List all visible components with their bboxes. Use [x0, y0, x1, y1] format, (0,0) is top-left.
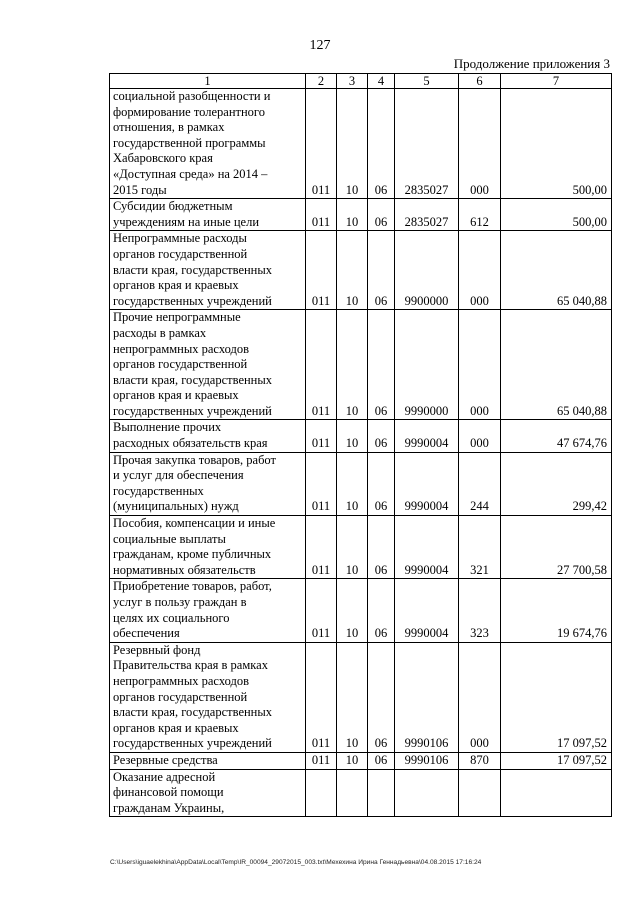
admin-code-cell: 011: [306, 452, 337, 515]
description-line: Правительства края в рамках: [113, 658, 268, 673]
description-line: государственной программы: [113, 135, 266, 150]
amount-cell: 27 700,58: [501, 516, 612, 579]
amount-cell: 65 040,88: [501, 231, 612, 310]
admin-code-cell: 011: [306, 231, 337, 310]
table-row: [110, 769, 612, 817]
section-code-cell: 10: [337, 231, 368, 310]
target-article-code-cell: [395, 769, 459, 817]
description-line: власти края, государственных: [113, 705, 273, 720]
appendix-continuation-label: Продолжение приложения 3: [453, 56, 610, 71]
description-line: Прочая закупка товаров, работ: [113, 452, 276, 467]
description-line: услуг в пользу граждан в: [113, 595, 247, 609]
section-code-cell: 10: [337, 420, 368, 452]
description-line: гражданам Украины,: [113, 800, 225, 815]
admin-code-cell: 011: [306, 310, 337, 420]
description-line: государственных учреждений: [113, 403, 272, 418]
description-line: органов государственной: [113, 357, 248, 372]
admin-code-cell: 011: [306, 89, 337, 199]
subsection-code-cell: 06: [368, 516, 395, 579]
description-line: обеспечения: [113, 626, 180, 641]
table-row: [110, 231, 612, 310]
subsection-code-cell: [368, 769, 395, 817]
section-code-cell: 10: [337, 516, 368, 579]
description-line: отношения, в рамках: [113, 120, 225, 135]
description-line: Пособия, компенсации и иные: [113, 516, 276, 531]
section-code-cell: 10: [337, 89, 368, 199]
description-line: органов края и краевых: [113, 720, 239, 735]
description-line: «Доступная среда» на 2014 –: [113, 166, 268, 181]
expense-type-code-cell: 321: [459, 516, 501, 579]
subsection-code-cell: 06: [368, 310, 395, 420]
amount-cell: [501, 769, 612, 817]
section-code-cell: 10: [337, 579, 368, 642]
description-line: Выполнение прочих: [113, 420, 222, 435]
description-line: 2015 годы: [113, 182, 167, 197]
target-article-code-cell: 9990000: [395, 310, 459, 420]
header-col-3: 3: [337, 74, 368, 89]
description-line: расходы в рамках: [113, 325, 207, 340]
expense-type-code-cell: 244: [459, 452, 501, 515]
description-line: гражданам, кроме публичных: [113, 547, 272, 562]
expense-description: [110, 310, 306, 420]
target-article-code-cell: 9990004: [395, 420, 459, 452]
expense-type-code-cell: 612: [459, 199, 501, 231]
description-line: нормативных обязательств: [113, 562, 256, 577]
expense-description: [110, 452, 306, 515]
expense-type-code-cell: 000: [459, 420, 501, 452]
description-line: и услуг для обеспечения: [113, 468, 244, 483]
amount-cell: 500,00: [501, 199, 612, 231]
table-row: [110, 752, 612, 769]
description-line: Приобретение товаров, работ,: [113, 579, 272, 594]
description-line: социальной разобщенности и: [113, 89, 271, 103]
description-line: государственных: [113, 483, 204, 498]
description-line: государственных учреждений: [113, 736, 272, 751]
description-line: целях их социального: [113, 610, 230, 625]
description-line: (муниципальных) нужд: [113, 499, 239, 514]
admin-code-cell: 011: [306, 579, 337, 642]
subsection-code-cell: 06: [368, 579, 395, 642]
target-article-code-cell: 2835027: [395, 89, 459, 199]
description-line: органов государственной: [113, 246, 248, 261]
target-article-code-cell: 9990106: [395, 752, 459, 769]
expense-description: [110, 579, 306, 642]
target-article-code-cell: 9990004: [395, 579, 459, 642]
description-line: Прочие непрограммные: [113, 310, 241, 325]
description-line: органов края и краевых: [113, 388, 239, 403]
subsection-code-cell: 06: [368, 452, 395, 515]
expense-description: [110, 769, 306, 817]
description-line: непрограммных расходов: [113, 673, 249, 688]
description-line: непрограммных расходов: [113, 341, 249, 356]
subsection-code-cell: 06: [368, 199, 395, 231]
description-line: социальные выплаты: [113, 531, 226, 546]
section-code-cell: 10: [337, 452, 368, 515]
expense-type-code-cell: 000: [459, 310, 501, 420]
description-line: Субсидии бюджетным: [113, 199, 233, 214]
target-article-code-cell: 2835027: [395, 199, 459, 231]
section-code-cell: 10: [337, 642, 368, 752]
amount-cell: 17 097,52: [501, 642, 612, 752]
expense-description: [110, 420, 306, 452]
header-col-6: 6: [459, 74, 501, 89]
expense-type-code-cell: 000: [459, 89, 501, 199]
description-line: органов государственной: [113, 689, 248, 704]
description-line: органов края и краевых: [113, 278, 239, 293]
table-header-row: [110, 74, 612, 89]
amount-cell: 19 674,76: [501, 579, 612, 642]
description-line: формирование толерантного: [113, 104, 265, 119]
section-code-cell: 10: [337, 752, 368, 769]
expense-description: [110, 231, 306, 310]
expense-description: [110, 752, 306, 769]
table-row: [110, 89, 612, 199]
subsection-code-cell: 06: [368, 420, 395, 452]
subsection-code-cell: 06: [368, 89, 395, 199]
section-code-cell: [337, 769, 368, 817]
section-code-cell: 10: [337, 310, 368, 420]
table-row: [110, 199, 612, 231]
description-line: Оказание адресной: [113, 769, 216, 784]
expense-description: [110, 89, 306, 199]
description-line: финансовой помощи: [113, 785, 224, 800]
expense-type-code-cell: [459, 769, 501, 817]
description-line: власти края, государственных: [113, 372, 273, 387]
expense-type-code-cell: 000: [459, 231, 501, 310]
admin-code-cell: 011: [306, 752, 337, 769]
description-line: Резервные средства: [113, 752, 218, 767]
description-line: Хабаровского края: [113, 151, 213, 166]
admin-code-cell: 011: [306, 199, 337, 231]
amount-cell: 65 040,88: [501, 310, 612, 420]
target-article-code-cell: 9900000: [395, 231, 459, 310]
table-row: [110, 579, 612, 642]
amount-cell: 47 674,76: [501, 420, 612, 452]
description-line: расходных обязательств края: [113, 436, 268, 451]
subsection-code-cell: 06: [368, 752, 395, 769]
table-row: [110, 516, 612, 579]
expense-description: [110, 516, 306, 579]
page-number: 127: [309, 38, 331, 53]
subsection-code-cell: 06: [368, 642, 395, 752]
target-article-code-cell: 9990004: [395, 516, 459, 579]
table-row: [110, 452, 612, 515]
expense-type-code-cell: 323: [459, 579, 501, 642]
header-col-7: 7: [501, 74, 612, 89]
description-line: учреждениям на иные цели: [113, 214, 260, 229]
expense-type-code-cell: 000: [459, 642, 501, 752]
admin-code-cell: 011: [306, 642, 337, 752]
table-row: [110, 642, 612, 752]
admin-code-cell: 011: [306, 516, 337, 579]
budget-table: [109, 73, 612, 817]
expense-description: [110, 199, 306, 231]
description-line: власти края, государственных: [113, 262, 273, 277]
header-col-5: 5: [395, 74, 459, 89]
description-line: Непрограммные расходы: [113, 231, 247, 246]
admin-code-cell: 011: [306, 420, 337, 452]
amount-cell: 17 097,52: [501, 752, 612, 769]
section-code-cell: 10: [337, 199, 368, 231]
table-row: [110, 420, 612, 452]
table-body: [110, 89, 612, 817]
header-col-1: 1: [110, 74, 306, 89]
expense-type-code-cell: 870: [459, 752, 501, 769]
target-article-code-cell: 9990004: [395, 452, 459, 515]
header-col-2: 2: [306, 74, 337, 89]
amount-cell: 299,42: [501, 452, 612, 515]
amount-cell: 500,00: [501, 89, 612, 199]
description-line: государственных учреждений: [113, 293, 272, 308]
file-path-footer: C:\Users\iguaelekhina\AppData\Local\Temp\IR_00094_29072015_003.txt\Мехехина Ирина Геннадьевна\04.08.2015 17:16:24: [110, 859, 482, 866]
table-row: [110, 310, 612, 420]
description-line: Резервный фонд: [113, 642, 201, 657]
admin-code-cell: [306, 769, 337, 817]
subsection-code-cell: 06: [368, 231, 395, 310]
header-col-4: 4: [368, 74, 395, 89]
target-article-code-cell: 9990106: [395, 642, 459, 752]
expense-description: [110, 642, 306, 752]
